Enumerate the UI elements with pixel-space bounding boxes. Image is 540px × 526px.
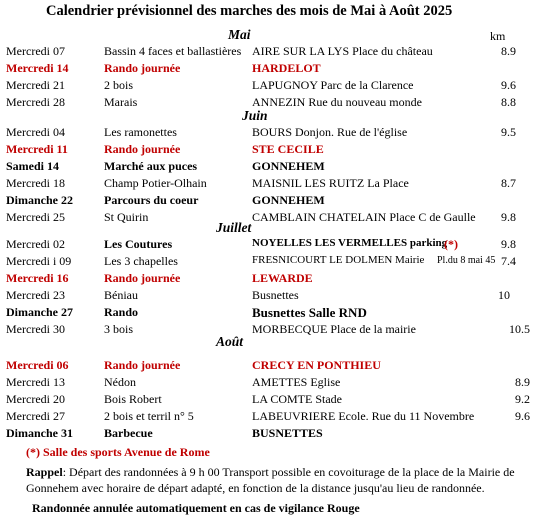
row-activity: Bassin 4 faces et ballastières xyxy=(104,44,242,58)
row-km: 7.4 xyxy=(501,254,516,268)
table-row xyxy=(0,374,540,392)
table-row xyxy=(0,77,540,95)
row-activity: Rando journée xyxy=(104,61,181,75)
rappel-line-2: Gonnehem avec horaire de départ adapté, en fonction de la distance jusqu'au lieu de randonnée. xyxy=(26,481,485,495)
row-km: 8.8 xyxy=(501,95,516,109)
row-location: ANNEZIN Rue du nouveau monde xyxy=(252,95,422,109)
row-day: Mercredi 16 xyxy=(6,271,69,285)
table-row xyxy=(0,391,540,409)
row-day: Mercredi 25 xyxy=(6,210,65,224)
row-location: AIRE SUR LA LYS Place du château xyxy=(252,44,433,58)
row-location: BOURS Donjon. Rue de l'église xyxy=(252,125,408,139)
row-activity: Bois Robert xyxy=(104,392,162,406)
table-row xyxy=(0,124,540,142)
row-activity: Les ramonettes xyxy=(104,125,177,139)
row-day: Dimanche 22 xyxy=(6,193,73,207)
table-row xyxy=(0,321,540,339)
row-km: 9.6 xyxy=(501,78,516,92)
row-km: 9.2 xyxy=(515,392,530,406)
row-activity: Les 3 chapelles xyxy=(104,254,178,268)
row-day: Mercredi 27 xyxy=(6,409,65,423)
row-activity: Rando xyxy=(104,305,139,319)
table-row xyxy=(0,357,540,375)
row-location: MORBECQUE Place de la mairie xyxy=(252,322,416,336)
row-activity: St Quirin xyxy=(104,210,149,224)
row-activity: Marais xyxy=(104,95,138,109)
row-activity: Barbecue xyxy=(104,426,153,440)
row-location: LA COMTE Stade xyxy=(252,392,342,406)
row-day: Mercredi 18 xyxy=(6,176,65,190)
row-activity: Les Coutures xyxy=(104,237,173,251)
row-km: 8.7 xyxy=(501,176,516,190)
row-location: LAPUGNOY Parc de la Clarence xyxy=(252,78,414,92)
row-activity: Rando journée xyxy=(104,271,181,285)
table-row xyxy=(0,60,540,78)
row-location: HARDELOT xyxy=(252,61,321,75)
row-activity: Nédon xyxy=(104,375,136,389)
row-location: GONNEHEM xyxy=(252,159,325,173)
table-row xyxy=(0,425,540,443)
table-row xyxy=(0,209,540,227)
table-row xyxy=(0,158,540,176)
footnote: (*) Salle des sports Avenue de Rome xyxy=(26,445,210,459)
page-title: Calendrier prévisionnel des marches des mois de Mai à Août 2025 xyxy=(46,3,453,19)
row-activity: Béniau xyxy=(104,288,138,302)
table-row xyxy=(0,304,540,322)
row-km: 9.6 xyxy=(515,409,530,423)
footnote-marker: (*) xyxy=(444,237,458,251)
row-location: STE CECILE xyxy=(252,142,324,156)
row-day: Mercredi 23 xyxy=(6,288,65,302)
row-km: 9.8 xyxy=(501,210,516,224)
month-heading-juin: Juin xyxy=(242,108,268,123)
row-day: Samedi 14 xyxy=(6,159,60,173)
row-activity: 3 bois xyxy=(104,322,134,336)
table-row xyxy=(0,43,540,61)
row-day: Mercredi 21 xyxy=(6,78,65,92)
row-location: LEWARDE xyxy=(252,271,313,285)
row-location: CAMBLAIN CHATELAIN Place C de Gaulle xyxy=(252,210,476,224)
table-row xyxy=(0,94,540,112)
table-row xyxy=(0,141,540,159)
row-location: CRECY EN PONTHIEU xyxy=(252,358,381,372)
row-day: Mercredi 07 xyxy=(6,44,65,58)
row-km: 9.8 xyxy=(501,237,516,251)
table-row xyxy=(0,270,540,288)
row-activity: Rando journée xyxy=(104,142,181,156)
row-activity: Parcours du coeur xyxy=(104,193,199,207)
table-row xyxy=(0,408,540,426)
row-km: 9.5 xyxy=(501,125,516,139)
row-day: Mercredi 02 xyxy=(6,237,65,251)
row-km: 10.5 xyxy=(509,322,530,336)
row-location: NOYELLES LES VERMELLES parking xyxy=(252,237,448,249)
month-heading-mai: Mai xyxy=(228,27,251,42)
rappel-line-1 xyxy=(26,466,515,478)
row-day: Mercredi 04 xyxy=(6,125,65,139)
table-row xyxy=(0,236,540,254)
row-day: Dimanche 27 xyxy=(6,305,73,319)
row-location: FRESNICOURT LE DOLMEN Mairie xyxy=(252,254,425,266)
table-row xyxy=(0,175,540,193)
row-location: GONNEHEM xyxy=(252,193,325,207)
row-activity: 2 bois xyxy=(104,78,134,92)
row-day: Dimanche 31 xyxy=(6,426,73,440)
row-location: Busnettes Salle RND xyxy=(252,305,367,320)
row-day: Mercredi 28 xyxy=(6,95,65,109)
row-km: 8.9 xyxy=(515,375,530,389)
row-location: AMETTES Eglise xyxy=(252,375,341,389)
row-location: BUSNETTES xyxy=(252,426,323,440)
row-day: Mercredi 20 xyxy=(6,392,65,406)
row-day: Mercredi 30 xyxy=(6,322,65,336)
table-row xyxy=(0,287,540,305)
month-heading-juillet: Juillet xyxy=(216,220,252,235)
rappel-text-1: : Départ des randonnées à 9 h 00 Transport possible en covoiturage de la place de la Mairie de xyxy=(62,465,515,479)
row-day: Mercredi 14 xyxy=(6,61,69,75)
month-heading-aout: Août xyxy=(216,334,244,349)
row-activity: Marché aux puces xyxy=(104,159,198,173)
rappel-label: Rappel xyxy=(26,465,63,479)
row-activity: 2 bois et terril n° 5 xyxy=(104,409,194,423)
km-header: km xyxy=(490,29,506,43)
row-location-extra: Pl.du 8 mai 45 xyxy=(437,255,496,266)
row-activity: Rando journée xyxy=(104,358,181,372)
row-location: MAISNIL LES RUITZ La Place xyxy=(252,176,409,190)
row-km: 8.9 xyxy=(501,44,516,58)
row-day: Mercredi 11 xyxy=(6,142,68,156)
row-day: Mercredi 13 xyxy=(6,375,65,389)
row-location: LABEUVRIERE Ecole. Rue du 11 Novembre xyxy=(252,409,475,423)
row-activity: Champ Potier-Olhain xyxy=(104,176,207,190)
cancellation-notice: Randonnée annulée automatiquement en cas de vigilance Rouge xyxy=(32,501,360,515)
table-row xyxy=(0,192,540,210)
row-day: Mercredi 06 xyxy=(6,358,69,372)
row-day: Mercredi i 09 xyxy=(6,254,72,268)
row-location: Busnettes xyxy=(252,288,299,302)
table-row xyxy=(0,253,540,271)
row-km: 10 xyxy=(498,288,510,302)
